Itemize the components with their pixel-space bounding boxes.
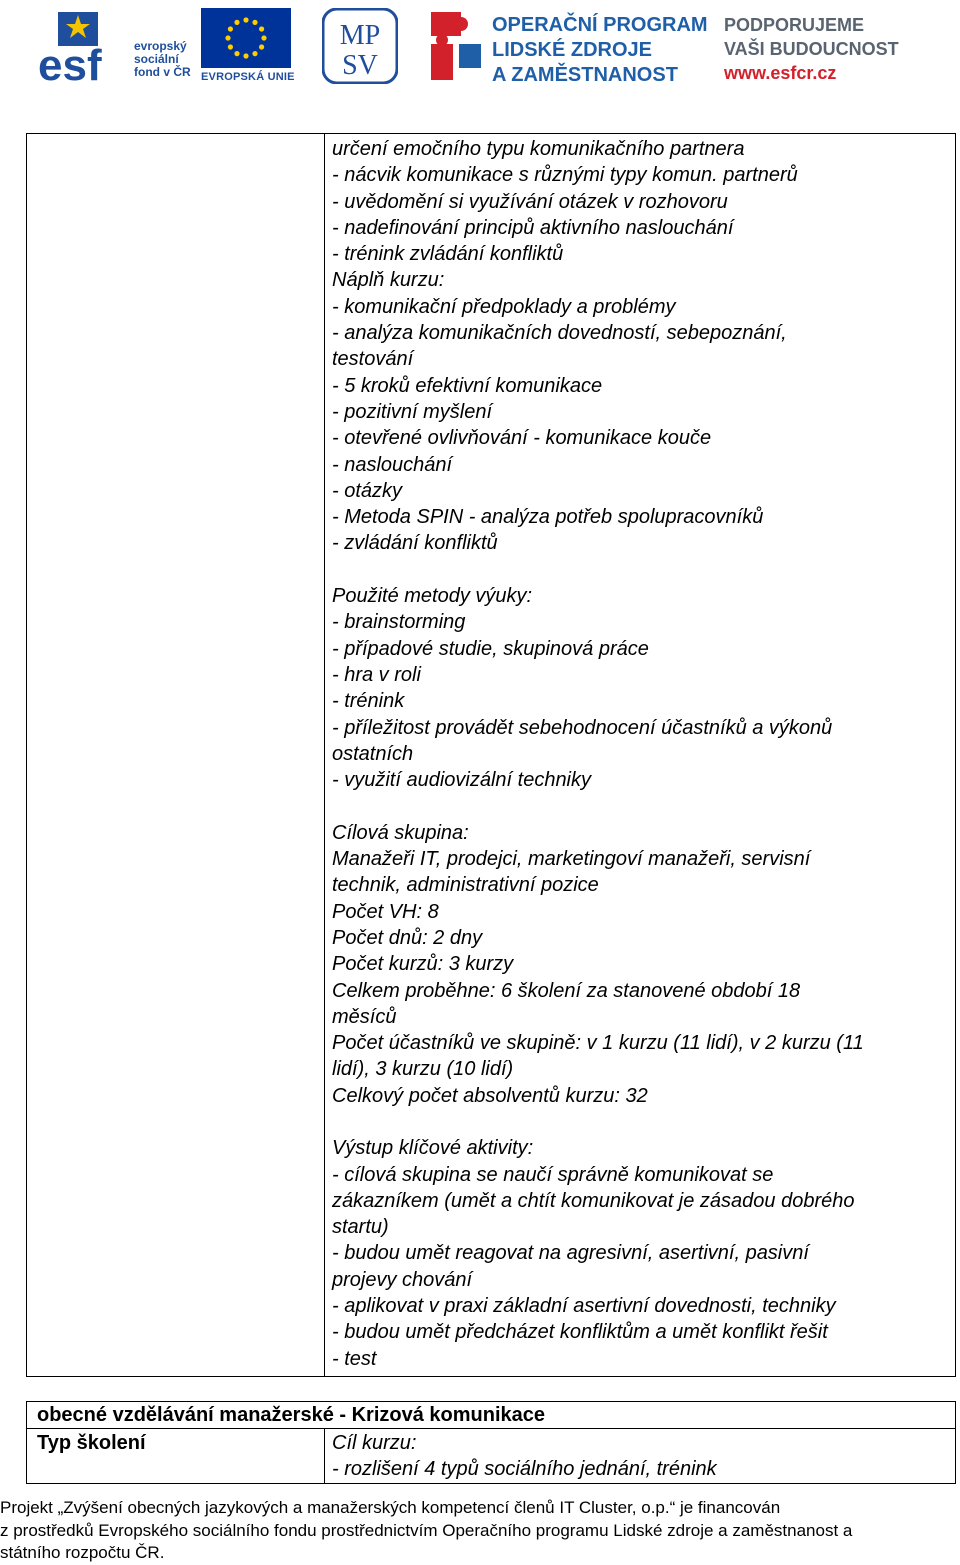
footer-line: Projekt „Zvýšení obecných jazykových a manažerských kompetencí členů IT Cluster, o.p.“ je financován (0, 1498, 781, 1517)
logo-bar (0, 0, 960, 100)
esf-line-3: fond v ČR (134, 65, 191, 79)
slogan-line-2: VAŠI BUDOUCNOST (724, 39, 899, 59)
text-line: ostatních (332, 742, 414, 765)
text-line: - hra v roli (332, 663, 421, 686)
text-line: Náplň kurzu: (332, 269, 445, 292)
op-puzzle-icon (429, 8, 485, 84)
text-line: - Metoda SPIN - analýza potřeb spolupracovníků (332, 506, 764, 529)
blank-line (332, 557, 952, 583)
svg-text:MP: MP (339, 20, 381, 51)
text-line: Celkový počet absolventů kurzu: 32 (332, 1084, 648, 1107)
course-table-2 (26, 1401, 956, 1484)
text-line: určení emočního typu komunikačního partnera (332, 138, 745, 160)
course-title: obecné vzdělávání manažerské - Krizová komunikace (27, 1402, 955, 1429)
footer-line: státního rozpočtu ČR. (0, 1543, 165, 1562)
text-line: - trénink zvládání konfliktů (332, 243, 564, 266)
slogan-url: www.esfcr.cz (724, 63, 837, 83)
op-line-1: OPERAČNÍ PROGRAM (492, 14, 708, 36)
text-line: Celkem proběhne: 6 školení za stanovené období 18 (332, 979, 801, 1002)
mpsv-logo-icon (322, 8, 398, 84)
text-line: Použité metody výuky: (332, 585, 533, 608)
text-line: - uvědomění si využívání otázek v rozhovoru (332, 190, 728, 213)
course-details (332, 136, 952, 1372)
table-column-divider (324, 1429, 325, 1484)
funding-footer (0, 1497, 960, 1565)
text-line: - brainstorming (332, 611, 466, 634)
esf-line-2: sociální (134, 52, 179, 66)
text-line: - aplikovat v praxi základní asertivní dovednosti, techniky (332, 1295, 836, 1318)
text-line: - budou umět předcházet konfliktům a umět konflikt řešit (332, 1321, 828, 1344)
text-line: měsíců (332, 1005, 397, 1028)
text-line: lidí), 3 kurzu (10 lidí) (332, 1058, 514, 1081)
slogan-line-1: PODPORUJEME (724, 15, 865, 35)
text-line: - zvládání konfliktů (332, 532, 498, 555)
course-goal (332, 1430, 717, 1483)
text-line: - komunikační předpoklady a problémy (332, 295, 676, 318)
esf-logo-icon (36, 8, 126, 84)
text-line: - pozitivní myšlení (332, 400, 493, 423)
text-line: projevy chování (332, 1268, 473, 1291)
text-line: Výstup klíčové aktivity: (332, 1137, 534, 1160)
text-line: Počet VH: 8 (332, 900, 439, 923)
slogan (724, 13, 899, 85)
text-line: Cílová skupina: (332, 821, 469, 844)
text-line: - trénink (332, 690, 405, 713)
text-line: - naslouchání (332, 453, 453, 476)
text-line: - nácvik komunikace s různými typy komun. partnerů (332, 164, 798, 187)
text-line: - otázky (332, 479, 403, 502)
text-line: - budou umět reagovat na agresivní, asertivní, pasivní (332, 1242, 809, 1265)
blank-line (332, 1109, 952, 1135)
text-line: - analýza komunikačních dovedností, sebepoznání, (332, 322, 787, 345)
text-line: - příležitost provádět sebehodnocení účastníků a výkonů (332, 716, 833, 739)
text-line: - test (332, 1347, 377, 1370)
table-column-divider (324, 134, 325, 1376)
course-goal-heading: Cíl kurzu: (332, 1432, 417, 1454)
course-goal-item: - rozlišení 4 typů sociálního jednání, trénink (332, 1458, 717, 1481)
text-line: - cílová skupina se naučí správně komunikovat se (332, 1163, 774, 1186)
text-line: - využití audiovizální techniky (332, 769, 592, 792)
text-line: testování (332, 348, 414, 371)
op-logo-text (492, 13, 708, 88)
text-line: - případové studie, skupinová práce (332, 637, 649, 660)
op-line-2: LIDSKÉ ZDROJE (492, 39, 653, 61)
esf-logo-text (134, 40, 191, 79)
text-line: technik, administrativní pozice (332, 874, 599, 897)
text-line: - otevřené ovlivňování - komunikace kouče (332, 427, 712, 450)
eu-caption: EVROPSKÁ UNIE (201, 71, 295, 83)
training-type-label: Typ školení (37, 1432, 146, 1454)
text-line: - nadefinování principů aktivního naslouchání (332, 216, 734, 239)
text-line: startu) (332, 1216, 389, 1239)
svg-text:SV: SV (342, 50, 378, 81)
footer-line: z prostředků Evropského sociálního fondu prostřednictvím Operačního programu Lidské zdroje a zaměstnanost a (0, 1520, 853, 1540)
course-table (26, 133, 956, 1377)
text-line: - 5 kroků efektivní komunikace (332, 374, 603, 397)
text-line: Počet dnů: 2 dny (332, 926, 483, 949)
esf-line-1: evropský (134, 39, 187, 53)
text-line: Počet účastníků ve skupině: v 1 kurzu (11 lidí), v 2 kurzu (11 (332, 1032, 864, 1055)
eu-flag-icon (201, 8, 291, 68)
esf-logo-mark: esf (38, 41, 102, 84)
blank-line (332, 793, 952, 819)
text-line: zákazníkem (umět a chtít komunikovat je zásadou dobrého (332, 1189, 855, 1212)
text-line: Počet kurzů: 3 kurzy (332, 953, 514, 976)
op-line-3: A ZAMĚSTNANOST (492, 64, 678, 86)
text-line: Manažeři IT, prodejci, marketingoví manažeři, servisní (332, 848, 811, 871)
